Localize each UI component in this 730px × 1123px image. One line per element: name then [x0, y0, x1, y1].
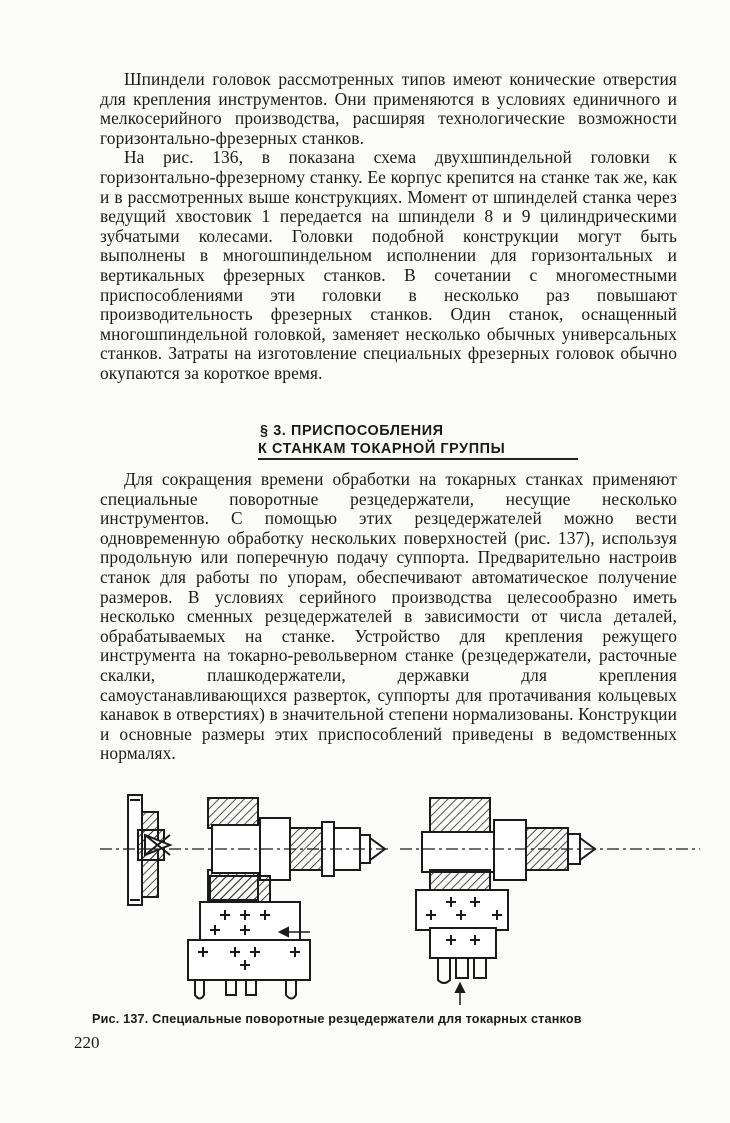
section-heading-line-1: § 3. ПРИСПОСОБЛЕНИЯ — [260, 423, 444, 439]
figure-tool-holders-drawing — [100, 790, 700, 1005]
figure-caption: Рис. 137. Специальные поворотные резцедержатели для токарных станков — [92, 1012, 582, 1026]
paragraph-spindles: Шпиндели головок рассмотренных типов имеют конические отверстия для крепления инструментов. Они применяются в условиях единичного и мелкосерийного производства, расширяя технологические возможности горизонтально-фрезерных станков. — [100, 69, 677, 148]
right-tool-holder-drawing — [400, 798, 700, 1005]
section-heading — [258, 422, 568, 458]
top-text-block — [100, 70, 677, 384]
section-text-block — [100, 470, 677, 764]
paragraph-tool-holders: Для сокращения времени обработки на токарных станках применяют специальные поворотные резцедержатели, несущие несколько инструментов. С помощью этих резцедержателей можно вести одновременную обработку нескольких поверхностей (рис. 137), используя продольную или поперечную подачу суппорта. Предварительно настроив станок для работы по упорам, обеспечивают автоматическое получение размеров. В условиях серийного производства целесообразно иметь несколько сменных резцедержателей в зависимости от числа деталей, обрабатываемых на станке. Устройство для крепления режущего инструмента на токарно-револьверном станке (резцедержатели, расточные скалки, плашкодержатели, державки для крепления самоустанавливающихся разверток, суппорты для протачивания кольцевых канавок в отверстиях) в значительной степени нормализованы. Конструкции и основные размеры этих приспособлений приведены в ведомственных нормалях. — [100, 469, 677, 764]
left-tool-holder-drawing — [100, 795, 390, 999]
section-heading-line-2: К СТАНКАМ ТОКАРНОЙ ГРУППЫ — [258, 441, 506, 457]
paragraph-two-spindle-head: На рис. 136, в показана схема двухшпиндельной головки к горизонтально-фрезерному станку. Ее корпус крепится на станке так же, как и в рассмотренных выше конструкциях. Момент от шпинделей станка через ведущий хвостовик 1 передается на шпиндели 8 и 9 цилиндрическими зубчатыми колесами. Головки подобной конструкции могут быть выполнены в многошпиндельном исполнении для горизонтальных и вертикальных фрезерных станков. В сочетании с многоместными приспособлениями эти головки в несколько раз повышают производительность фрезерных станков. Один станок, оснащенный многошпиндельной головкой, заменяет несколько обычных универсальных станков. Затраты на изготовление специальных фрезерных головок обычно окупаются за короткое время. — [100, 147, 677, 383]
section-heading-rule — [258, 458, 578, 460]
page-number: 220 — [74, 1033, 100, 1052]
